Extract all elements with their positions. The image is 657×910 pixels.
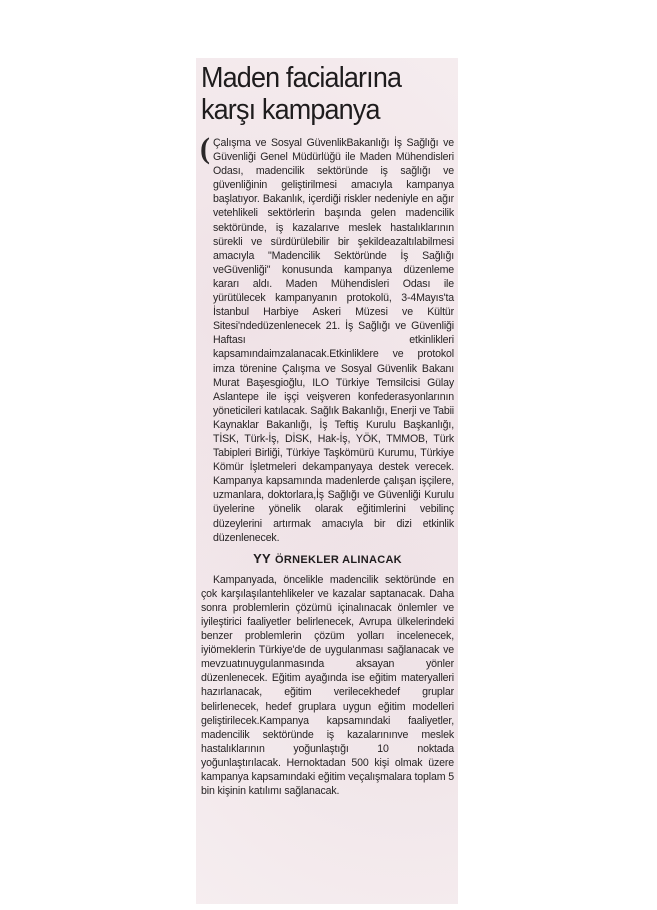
- article-subheading: [201, 552, 454, 567]
- subheading-text: ÖRNEKLER ALINACAK: [275, 553, 402, 566]
- article-paragraph-1-text: Çalışma ve Sosyal GüvenlikBakanlığı İş Sağlığı ve Güvenliği Genel Müdürlüğü ile Maden Mühendisleri Odası, madencilik sektöründe iş sağlığı ve güvenliğinin geliştirilmesi amacıyla kampanya başlatıyor. Bakanlık, içerdiği riskler nedeniyle en ağır vetehlikeli sektörlerin başında gelen madencilik sektöründe, iş kazalarıve meslek hastalıklarının sürekli ve sürdürülebilir bir şekildeazaltılabilmesi amacıyla "Madencilik Sektöründe İş Sağlığı veGüvenliği" konusunda kampanya düzenleme kararı aldı. Maden Mühendisleri Odası ile yürütülecek kampanyanın protokolü, 3-4Mayıs'ta İstanbul Harbiye Askeri Müzesi ve Kültür Sitesi'ndedüzenlenecek 21. İş Sağlığı ve Güvenliği Haftası etkinlikleri kapsamındaimzalanacak.Etkinliklere ve protokol imza törenine Çalışma ve Sosyal Güvenlik Bakanı Murat Başesgioğlu, ILO Türkiye Temsilcisi Gülay Aslantepe ile işçi veişveren konfederasyonlarının yöneticileri katılacak. Sağlık Bakanlığı, Enerji ve Tabii Kaynaklar Bakanlığı, İş Teftiş Kurulu Başkanlığı, TİSK, Türk-İş, DİSK, Hak-İş, YÖK, TMMOB, Türk Tabipleri Birliği, Türkiye Taşkömürü Kurumu, Türkiye Kömür İşletmeleri dekampanyaya destek verecek. Kampanya kapsamında madenlerde çalışan işçilere, uzmanlara, doktorlara,İş Sağlığı ve Güvenliği Kurulu üyelerine yönelik olarak eğitimlerini vebilinç düzeylerini artırmak amacıyla bir dizi etkinlik düzenlenecek.: [213, 137, 454, 544]
- subheading-marker: YY: [253, 550, 272, 566]
- article-paragraph-2: Kampanyada, öncelikle madencilik sektöründe en çok karşılaşılantehlikeler ve kazalar saptanacak. Daha sonra problemlerin çözümü içinalınacak önlemler ve iyileştirici faaliyetler belirlenecek, Avrupa ülkelerindeki benzer problemlerin çözüm yolları incelenecek, iyiömeklerin Türkiye'de de uygulanması sağlanacak ve mevzuatınuygulanmasında aksayan yönler düzenlenecek. Eğitim ayağında ise eğitim materyalleri hazırlanacak, eğitim verilecekhedef gruplar belirlenecek, hedef gruplara uygun eğitim modelleri geliştirilecek.Kampanya kapsamındaki faaliyetler, madencilik sektöründe iş kazalarınınve meslek hastalıklarının yoğunlaştığı 10 noktada yoğunlaştırılacak. Hernoktadan 500 kişi olmak üzere kampanya kapsamındaki eğitim veçalışmalara toplam 5 bin kişinin katılımı sağlanacak.: [201, 573, 454, 798]
- lead-quote-mark: (: [200, 132, 210, 165]
- article-body: [200, 132, 454, 798]
- article-paragraph-1: [200, 132, 454, 545]
- newspaper-clipping: [196, 58, 458, 904]
- article-headline: Maden facialarına karşı kampanya: [201, 62, 402, 126]
